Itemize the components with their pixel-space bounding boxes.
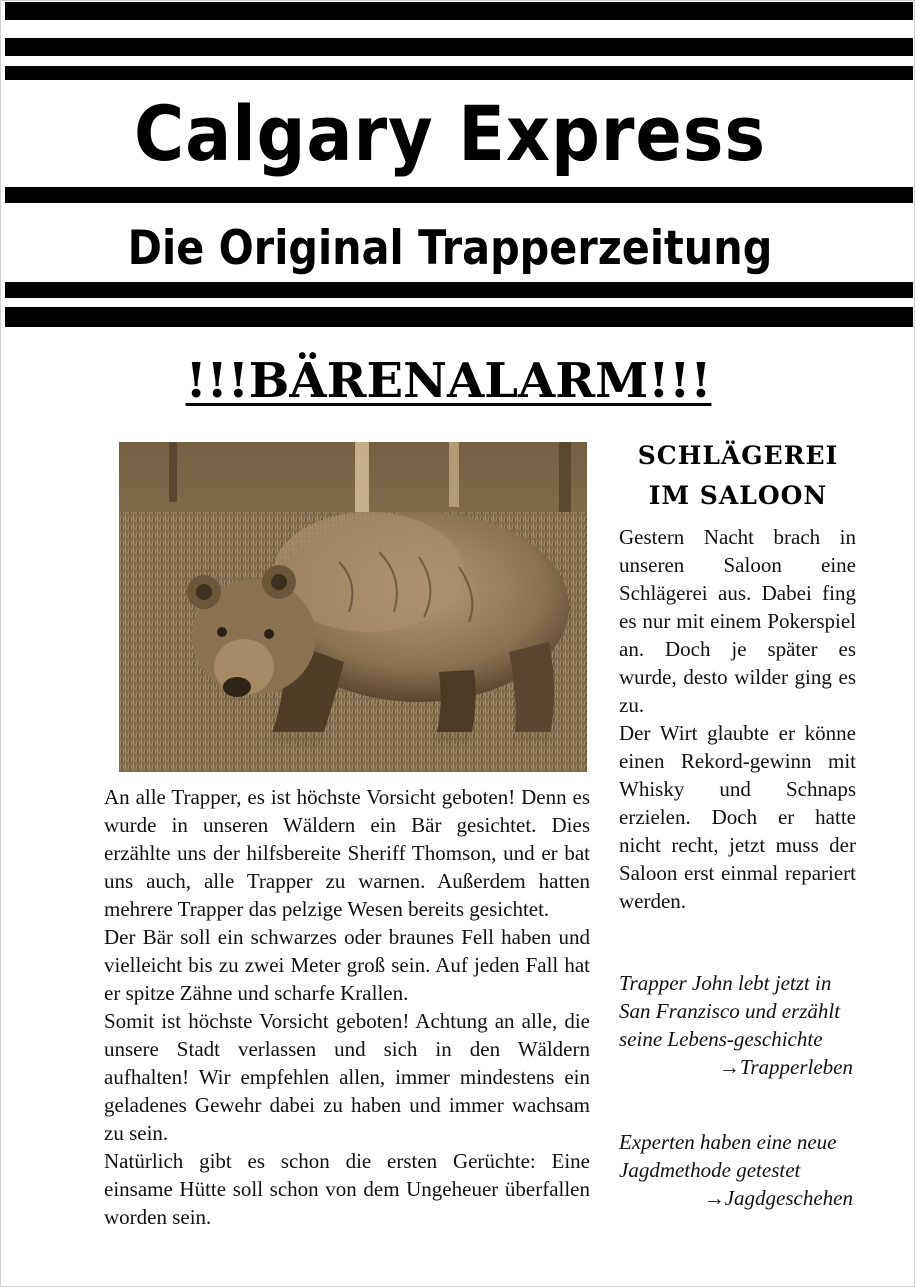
headline-text: !!!BÄRENALARM!!! bbox=[185, 353, 712, 409]
masthead-stripe bbox=[5, 187, 913, 203]
masthead-stripe bbox=[5, 66, 913, 80]
side-article-paragraph: Gestern Nacht brach in unseren Saloon eine Schlägerei aus. Dabei fing es nur mit einem Pokerspiel an. Doch je später es wurde, desto wilder ging es zu. bbox=[619, 525, 856, 717]
teaser-link[interactable] bbox=[619, 1184, 859, 1212]
teaser-link-label: Trapperleben bbox=[739, 1055, 853, 1079]
side-heading-line: SCHLÄGEREI bbox=[637, 441, 839, 470]
arrow-right-icon: → bbox=[718, 1055, 740, 1079]
article-paragraph: Der Bär soll ein schwarzes oder braunes Fell haben und vielleicht bis zu zwei Meter groß sein. Auf jeden Fall hat er spitze Zähne und scharfe Krallen. bbox=[104, 925, 590, 1005]
masthead-stripe bbox=[5, 2, 913, 20]
article-paragraph: Somit ist höchste Vorsicht geboten! Achtung an alle, die unsere Stadt verlassen und sich in den Wäldern aufhalten! Wir empfehlen allen, immer mindestens ein geladenes Gewehr dabei zu haben und immer wachsam zu sein. bbox=[104, 1009, 590, 1145]
newspaper-subtitle: Die Original Trapperzeitung bbox=[127, 221, 773, 276]
bear-photo bbox=[119, 442, 587, 772]
side-article-paragraph: Der Wirt glaubte er könne einen Rekord-gewinn mit Whisky und Schnaps erzielen. Doch er hatte nicht recht, jetzt muss der Saloon erst einmal repariert werden. bbox=[619, 721, 856, 913]
side-article bbox=[619, 523, 856, 915]
masthead-stripe bbox=[5, 307, 913, 327]
teaser-jagdgeschehen bbox=[619, 1128, 859, 1212]
side-article-heading bbox=[612, 436, 864, 516]
masthead-stripe bbox=[5, 282, 913, 298]
teaser-text: Experten haben eine neue Jagdmethode getestet bbox=[619, 1130, 837, 1182]
article-paragraph: Natürlich gibt es schon die ersten Gerüchte: Eine einsame Hütte soll schon von dem Ungeheuer überfallen worden sein. bbox=[104, 1149, 590, 1229]
arrow-right-icon: → bbox=[703, 1186, 725, 1210]
side-heading-line: IM SALOON bbox=[648, 481, 828, 510]
teaser-link-label: Jagdgeschehen bbox=[724, 1186, 853, 1210]
teaser-trapperleben bbox=[619, 969, 859, 1081]
headline bbox=[0, 346, 897, 416]
newspaper-title: Calgary Express bbox=[134, 89, 766, 178]
article-paragraph: An alle Trapper, es ist höchste Vorsicht geboten! Denn es wurde in unseren Wäldern ein Bär gesichtet. Dies erzählte uns der hilfsbereite Sheriff Thomson, und er bat uns auch, alle Trapper zu warnen. Außerdem hatten mehrere Trapper das pelzige Wesen bereits gesichtet. bbox=[104, 785, 590, 921]
masthead-stripe bbox=[5, 38, 913, 56]
teaser-link[interactable] bbox=[619, 1053, 859, 1081]
main-article bbox=[104, 783, 590, 1231]
teaser-text: Trapper John lebt jetzt in San Franzisco und erzählt seine Lebens-geschichte bbox=[619, 971, 841, 1051]
